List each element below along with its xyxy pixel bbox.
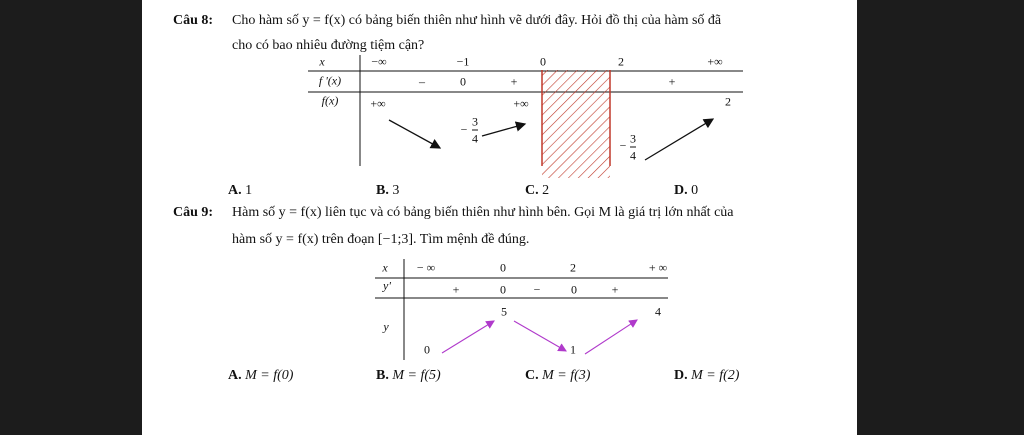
q9-x-value: 0	[500, 260, 506, 275]
q9-text-line1: Hàm số y = f(x) liên tục và có bảng biến thiên như hình bên. Gọi M là giá trị lớn nhất của	[232, 205, 734, 220]
left-dark-margin	[0, 0, 142, 435]
q8-hatched-undefined-region	[542, 70, 610, 178]
q8-frac2-numerator: 3	[630, 131, 636, 146]
q9-y-value: 1	[570, 342, 576, 357]
q9-label: Câu 9:	[173, 205, 214, 220]
right-dark-margin	[857, 0, 1024, 435]
q9-answer-b[interactable]	[376, 368, 441, 384]
q8-fx-value: +∞	[513, 96, 529, 111]
document-page	[142, 0, 857, 435]
q9-deriv-sign: +	[611, 282, 619, 297]
q8-frac2-sign: −	[619, 138, 627, 153]
answer-letter: A.	[228, 183, 242, 198]
q9-x-value: 2	[570, 260, 576, 275]
q8-x-value: −1	[456, 54, 470, 69]
q9-row-label-yprime: y'	[383, 278, 391, 293]
q9-row-label-y: y	[383, 319, 389, 334]
q8-text-line1: Cho hàm số y = f(x) có bảng biến thiên như hình vẽ dưới đây. Hỏi đồ thị của hàm số đã	[232, 13, 722, 28]
q8-frac2	[630, 133, 636, 162]
q8-answer-a[interactable]	[228, 183, 252, 199]
q9-y-value: 5	[501, 304, 507, 319]
answer-text: M = f(5)	[392, 368, 441, 383]
q8-deriv-sign: +	[668, 74, 676, 89]
q9-y-value: 0	[424, 342, 430, 357]
q8-fx-value: 2	[725, 94, 731, 109]
q8-deriv-sign: –	[419, 74, 425, 89]
answer-letter: D.	[674, 183, 688, 198]
answer-letter: D.	[674, 368, 688, 383]
q8-x-value: +∞	[707, 54, 723, 69]
q8-answer-c[interactable]	[525, 183, 549, 199]
q9-deriv-sign: −	[533, 282, 541, 297]
q8-row-label-fx: f(x)	[321, 93, 339, 108]
q8-text-line2: cho có bao nhiêu đường tiệm cận?	[232, 38, 425, 53]
q8-deriv-sign: +	[510, 74, 518, 89]
answer-letter: B.	[376, 183, 389, 198]
q9-y-value: 4	[655, 304, 661, 319]
answer-letter: C.	[525, 183, 539, 198]
q9-answer-d[interactable]	[674, 368, 739, 384]
q9-answer-c[interactable]	[525, 368, 590, 384]
q8-row-label-x: x	[319, 54, 325, 69]
answer-text: M = f(3)	[542, 368, 591, 383]
q9-deriv-sign: 0	[571, 282, 577, 297]
answer-letter: B.	[376, 368, 389, 383]
q9-x-value: − ∞	[416, 260, 436, 275]
q8-frac1	[472, 116, 478, 145]
q8-frac1-sign: −	[460, 122, 468, 137]
answer-text: 0	[691, 183, 699, 198]
q8-label: Câu 8:	[173, 13, 214, 28]
q8-row-label-deriv: f '(x)	[318, 73, 342, 88]
q9-deriv-sign: +	[452, 282, 460, 297]
q8-x-value: 2	[618, 54, 624, 69]
q9-row-label-x: x	[382, 260, 388, 275]
answer-letter: C.	[525, 368, 539, 383]
q9-x-value: + ∞	[648, 260, 668, 275]
q9-answer-a[interactable]	[228, 368, 293, 384]
q8-deriv-sign: 0	[460, 74, 466, 89]
q9-text-line2: hàm số y = f(x) trên đoạn [−1;3]. Tìm mệnh đề đúng.	[232, 232, 530, 247]
q8-frac1-denominator: 4	[472, 131, 478, 146]
q8-frac2-denominator: 4	[630, 148, 636, 163]
answer-text: M = f(0)	[245, 368, 294, 383]
q8-answer-d[interactable]	[674, 183, 698, 199]
q8-fx-value: +∞	[370, 96, 386, 111]
answer-text: 2	[542, 183, 550, 198]
q8-x-value: −∞	[371, 54, 387, 69]
q9-deriv-sign: 0	[500, 282, 506, 297]
answer-text: 3	[392, 183, 400, 198]
q8-frac1-numerator: 3	[472, 114, 478, 129]
answer-text: 1	[245, 183, 253, 198]
answer-text: M = f(2)	[691, 368, 740, 383]
q8-x-value: 0	[540, 54, 546, 69]
answer-letter: A.	[228, 368, 242, 383]
q8-answer-b[interactable]	[376, 183, 399, 199]
